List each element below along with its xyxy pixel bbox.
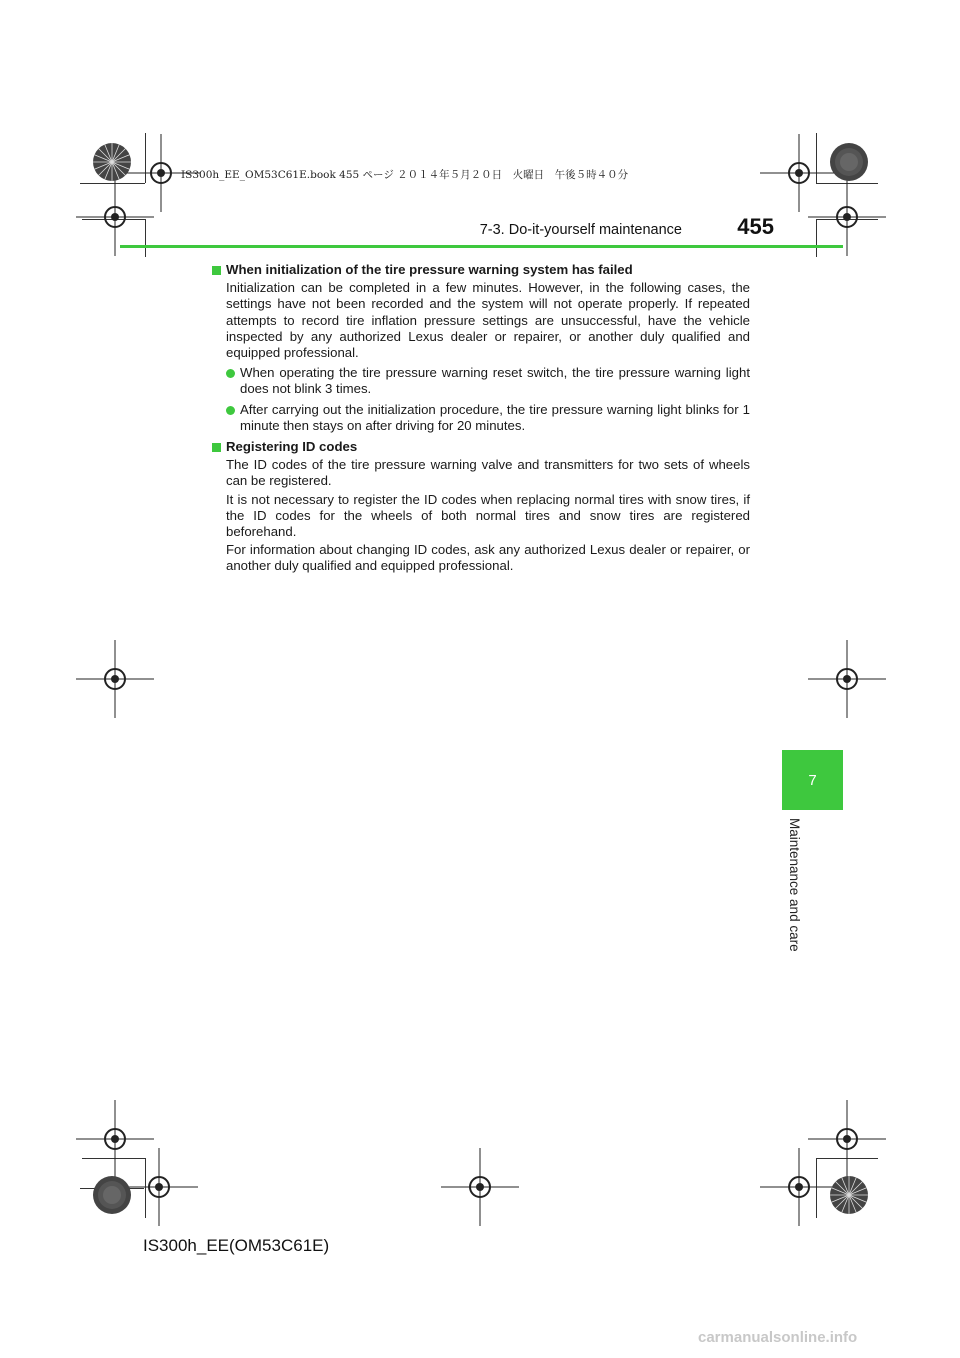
heading-text: When initialization of the tire pressure warning system has failed xyxy=(226,262,633,277)
starburst-target-icon xyxy=(829,1175,869,1215)
square-bullet-icon xyxy=(212,266,221,275)
round-bullet-icon xyxy=(226,369,235,378)
section-heading xyxy=(210,439,750,455)
starburst-target-icon xyxy=(829,142,869,182)
bullet-text: After carrying out the initialization procedure, the tire pressure warning light blinks for 1 minute then stays on after driving for 20 minutes. xyxy=(240,401,750,433)
starburst-target-icon xyxy=(92,142,132,182)
registration-mark-icon xyxy=(76,640,154,718)
chapter-title: Maintenance and care xyxy=(787,818,802,952)
registration-mark-icon xyxy=(760,1148,838,1226)
chapter-number: 7 xyxy=(808,771,817,789)
round-bullet-icon xyxy=(226,406,235,415)
paragraph: Initialization can be completed in a few minutes. However, in the following cases, the settings have not been recorded and the system will not operate properly. If repeated attempts to record tire inflation pressure settings are unsuccessful, have the vehicle inspected by any authorized Lexus dealer or repairer, or another duly qualified and equipped professional. xyxy=(226,280,750,361)
page-content xyxy=(210,257,750,575)
heading-text: Registering ID codes xyxy=(226,439,358,455)
model-code: IS300h_EE(OM53C61E) xyxy=(143,1236,330,1255)
section-heading xyxy=(210,262,750,278)
watermark: carmanualsonline.info xyxy=(698,1329,858,1346)
paragraph: It is not necessary to register the ID codes when replacing normal tires with snow tires, if the ID codes for the wheels of both normal tires and snow tires are registered beforehand. xyxy=(226,491,750,540)
chapter-title-vertical xyxy=(786,818,806,963)
print-info-line: IS300h_EE_OM53C61E.book 455 ページ ２０１４年５月２０日 火曜日 午後５時４０分 xyxy=(181,169,629,181)
registration-mark-icon xyxy=(808,640,886,718)
chapter-tab xyxy=(782,750,843,810)
registration-mark-icon xyxy=(441,1148,519,1226)
page-number: 455 xyxy=(737,214,774,239)
paragraph: For information about changing ID codes, ask any authorized Lexus dealer or repairer, or another duly qualified and equipped professional. xyxy=(226,542,750,574)
section-title: 7-3. Do-it-yourself maintenance xyxy=(479,222,682,238)
starburst-target-icon xyxy=(92,1175,132,1215)
paragraph: The ID codes of the tire pressure warning valve and transmitters for two sets of wheels can be registered. xyxy=(226,457,750,489)
header-rule xyxy=(120,245,843,248)
bullet-text: When operating the tire pressure warning reset switch, the tire pressure warning light does not blink 3 times. xyxy=(240,365,750,397)
square-bullet-icon xyxy=(212,443,221,452)
bullet-item xyxy=(210,365,750,397)
bullet-item xyxy=(210,402,750,434)
